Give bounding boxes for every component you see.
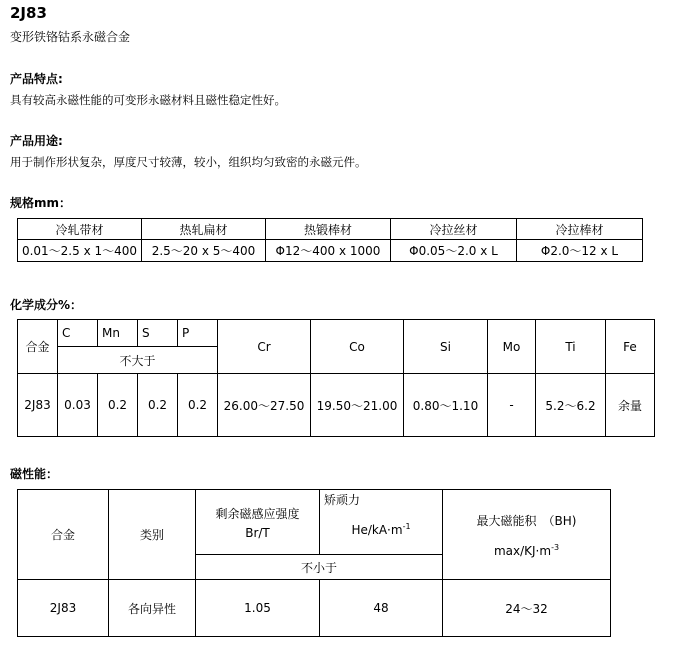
spec-col-header: 冷轧带材: [18, 219, 142, 240]
chem-value: 5.2～6.2: [536, 374, 606, 437]
br-unit: Br/T: [245, 525, 270, 540]
chemistry-table: [17, 319, 655, 437]
alloy-cell: 2J83: [18, 374, 58, 437]
spec-cell: Φ12～400 x 1000: [266, 240, 391, 262]
spec-cell: 0.01～2.5 x 1～400: [18, 240, 142, 262]
hc-exponent: -1: [402, 522, 411, 531]
chem-value: 26.00～27.50: [218, 374, 311, 437]
mag-hc-cell: 48: [320, 580, 443, 637]
mag-br-cell: 1.05: [196, 580, 320, 637]
chem-value: 0.2: [178, 374, 218, 437]
mag-col-br: [196, 490, 320, 555]
magnetic-table: [17, 489, 611, 637]
chem-value: 0.03: [58, 374, 98, 437]
element-header: Cr: [218, 320, 311, 374]
mag-col-bh: [443, 490, 611, 580]
mag-type-cell: 各向异性: [109, 580, 196, 637]
bh-name: 最大磁能积 （BH): [476, 513, 577, 528]
chemistry-heading: 化学成分%：: [10, 298, 83, 312]
limit-note: 不大于: [58, 347, 218, 374]
alloy-header: 合金: [18, 320, 58, 374]
magnetic-heading: 磁性能：: [10, 467, 59, 481]
mag-alloy-cell: 2J83: [18, 580, 109, 637]
features-text: 具有较高永磁性能的可变形永磁材料且磁性稳定性好。: [10, 93, 286, 107]
spec-col-header: 冷拉棒材: [517, 219, 643, 240]
element-header: S: [138, 320, 178, 347]
element-header: P: [178, 320, 218, 347]
element-header: Co: [311, 320, 404, 374]
spec-cell: 2.5～20 x 5～400: [142, 240, 266, 262]
element-header: Mo: [488, 320, 536, 374]
element-header: Mn: [98, 320, 138, 347]
spec-col-header: 热锻棒材: [266, 219, 391, 240]
chem-value: 19.50～21.00: [311, 374, 404, 437]
spec-col-header: 热轧扁材: [142, 219, 266, 240]
usage-text: 用于制作形状复杂，厚度尺寸较薄，较小，组织均匀致密的永磁元件。: [10, 155, 367, 169]
mag-col-type: 类别: [109, 490, 196, 580]
usage-heading: 产品用途:: [10, 134, 63, 148]
page-subtitle: 变形铁铬钴系永磁合金: [10, 30, 131, 44]
chem-value: 0.80～1.10: [404, 374, 488, 437]
chem-value: -: [488, 374, 536, 437]
not-less-note: 不小于: [196, 555, 443, 580]
element-header: Fe: [606, 320, 655, 374]
spec-cell: Φ0.05～2.0 x L: [391, 240, 517, 262]
mag-bh-cell: 24～32: [443, 580, 611, 637]
hc-unit: He/kA·m: [351, 523, 403, 537]
chem-value: 0.2: [98, 374, 138, 437]
element-header: Ti: [536, 320, 606, 374]
spec-heading: 规格mm：: [10, 196, 72, 210]
chem-value: 余量: [606, 374, 655, 437]
chem-value: 0.2: [138, 374, 178, 437]
bh-exponent: -3: [551, 542, 560, 552]
spec-table: [17, 218, 643, 262]
mag-col-alloy: 合金: [18, 490, 109, 580]
page-title: 2J83: [10, 4, 47, 22]
features-heading: 产品特点:: [10, 72, 63, 86]
br-name: 剩余磁感应强度: [215, 506, 300, 521]
element-header: Si: [404, 320, 488, 374]
spec-col-header: 冷拉丝材: [391, 219, 517, 240]
element-header: C: [58, 320, 98, 347]
spec-cell: Φ2.0～12 x L: [517, 240, 643, 262]
mag-col-hc: [320, 490, 443, 555]
hc-name: 矫顽力: [324, 493, 361, 507]
bh-unit: max/KJ·m: [493, 543, 552, 558]
